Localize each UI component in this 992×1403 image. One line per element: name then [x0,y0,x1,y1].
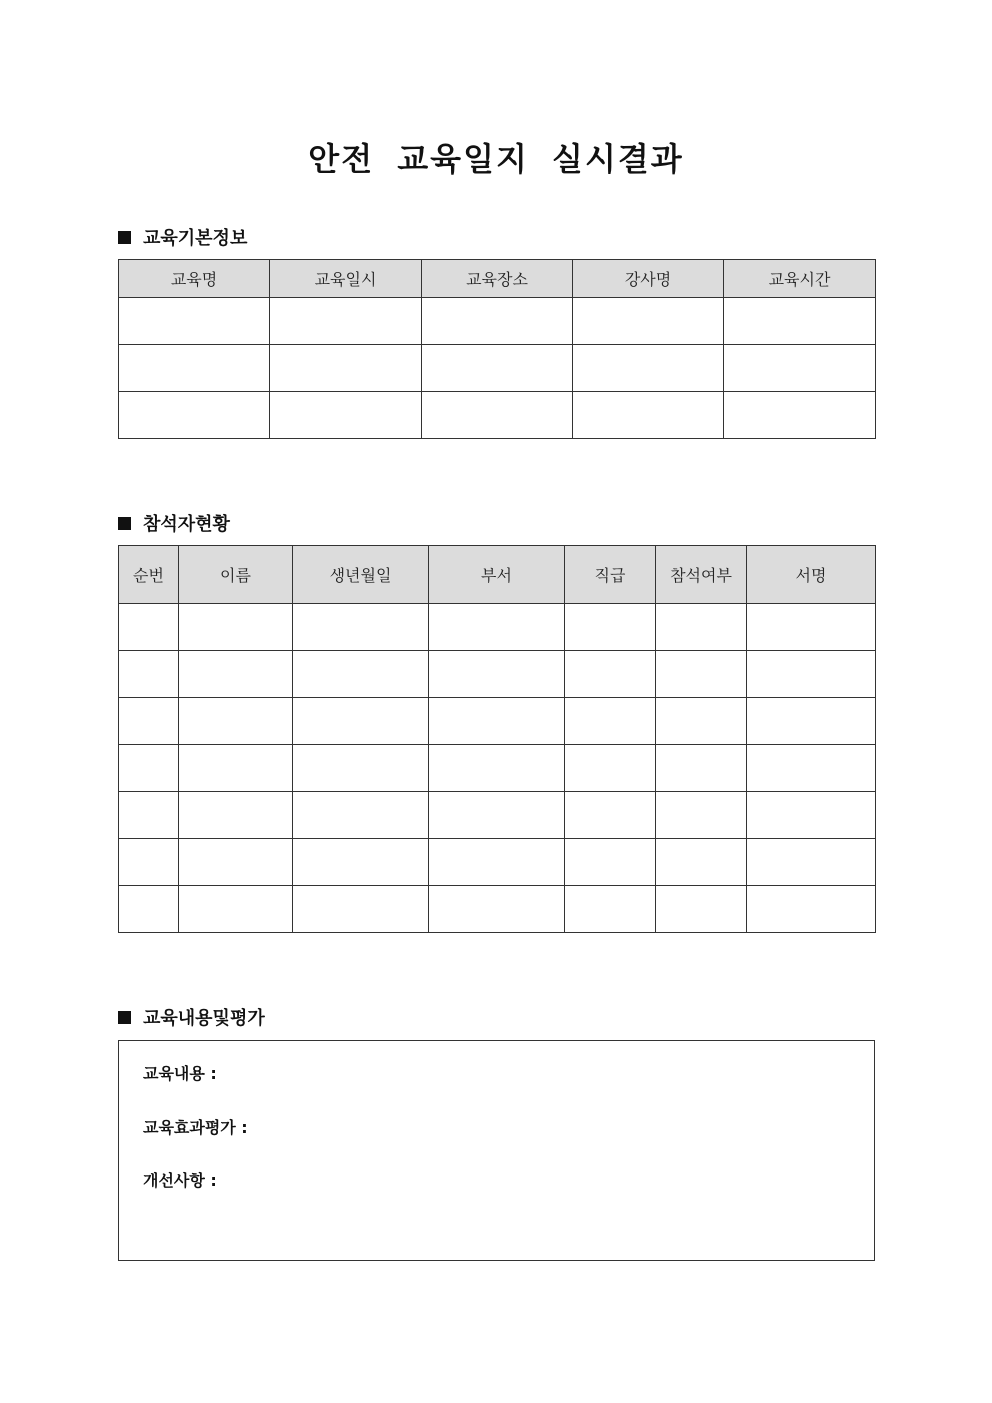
table-cell[interactable] [119,839,179,886]
table-row [119,298,876,345]
table-cell[interactable] [565,604,656,651]
table-cell[interactable] [179,698,293,745]
table-cell[interactable] [573,392,724,439]
table-cell[interactable] [270,298,422,345]
table-header-row [119,546,876,604]
column-header: 강사명 [573,260,724,298]
table-cell[interactable] [293,792,429,839]
column-header: 교육장소 [422,260,573,298]
table-cell[interactable] [656,839,747,886]
table-cell[interactable] [747,886,876,933]
table-cell[interactable] [119,392,270,439]
basic-info-heading [118,224,247,250]
evaluation-heading-label: 교육내용및평가 [143,1008,265,1029]
basic-info-heading-label: 교육기본정보 [143,228,248,249]
table-cell[interactable] [429,651,565,698]
table-cell[interactable] [565,651,656,698]
table-cell[interactable] [119,604,179,651]
table-cell[interactable] [179,745,293,792]
table-cell[interactable] [747,604,876,651]
table-cell[interactable] [429,604,565,651]
table-cell[interactable] [270,392,422,439]
effect-evaluation-label: 교육효과평가 : [143,1118,248,1137]
table-cell[interactable] [565,792,656,839]
table-header-row [119,260,876,298]
basic-info-table [118,259,876,439]
table-cell[interactable] [179,651,293,698]
table-cell[interactable] [747,651,876,698]
table-row [119,604,876,651]
table-cell[interactable] [429,792,565,839]
table-cell[interactable] [293,745,429,792]
table-cell[interactable] [422,345,573,392]
column-header: 서명 [747,546,876,604]
attendees-table [118,545,876,933]
table-row [119,345,876,392]
table-cell[interactable] [119,698,179,745]
attendees-heading [118,510,230,536]
table-cell[interactable] [656,604,747,651]
table-cell[interactable] [429,886,565,933]
table-cell[interactable] [179,604,293,651]
table-row [119,839,876,886]
table-cell[interactable] [656,698,747,745]
table-cell[interactable] [119,651,179,698]
table-cell[interactable] [422,392,573,439]
table-cell[interactable] [119,345,270,392]
table-cell[interactable] [293,839,429,886]
square-bullet-icon [118,517,131,530]
column-header: 이름 [179,546,293,604]
square-bullet-icon [118,1011,131,1024]
table-cell[interactable] [656,745,747,792]
table-row [119,745,876,792]
table-cell[interactable] [429,745,565,792]
table-cell[interactable] [747,792,876,839]
table-cell[interactable] [656,792,747,839]
table-cell[interactable] [747,839,876,886]
table-cell[interactable] [573,345,724,392]
improvement-label: 개선사항 : [143,1171,217,1190]
table-cell[interactable] [724,392,876,439]
table-row [119,698,876,745]
table-cell[interactable] [429,839,565,886]
table-cell[interactable] [293,698,429,745]
table-cell[interactable] [565,698,656,745]
table-row [119,886,876,933]
column-header: 순번 [119,546,179,604]
column-header: 생년월일 [293,546,429,604]
table-cell[interactable] [119,298,270,345]
table-cell[interactable] [179,886,293,933]
evaluation-box[interactable] [118,1040,875,1261]
table-cell[interactable] [724,345,876,392]
table-cell[interactable] [429,698,565,745]
square-bullet-icon [118,231,131,244]
table-cell[interactable] [747,745,876,792]
table-cell[interactable] [422,298,573,345]
content-label: 교육내용 : [143,1064,217,1083]
column-header: 교육시간 [724,260,876,298]
page-title: 안전 교육일지 실시결과 [308,140,684,178]
table-row [119,392,876,439]
table-cell[interactable] [293,651,429,698]
table-cell[interactable] [656,886,747,933]
table-cell[interactable] [565,839,656,886]
evaluation-heading [118,1004,265,1030]
table-cell[interactable] [573,298,724,345]
table-cell[interactable] [293,604,429,651]
column-header: 부서 [429,546,565,604]
column-header: 직급 [565,546,656,604]
table-cell[interactable] [119,745,179,792]
table-cell[interactable] [565,745,656,792]
table-cell[interactable] [656,651,747,698]
table-cell[interactable] [293,886,429,933]
table-cell[interactable] [179,792,293,839]
table-cell[interactable] [179,839,293,886]
column-header: 참석여부 [656,546,747,604]
table-cell[interactable] [565,886,656,933]
table-cell[interactable] [724,298,876,345]
attendees-heading-label: 참석자현황 [143,514,230,535]
column-header: 교육일시 [270,260,422,298]
table-row [119,792,876,839]
table-row [119,651,876,698]
table-cell[interactable] [119,792,179,839]
column-header: 교육명 [119,260,270,298]
table-cell[interactable] [747,698,876,745]
table-cell[interactable] [119,886,179,933]
table-cell[interactable] [270,345,422,392]
